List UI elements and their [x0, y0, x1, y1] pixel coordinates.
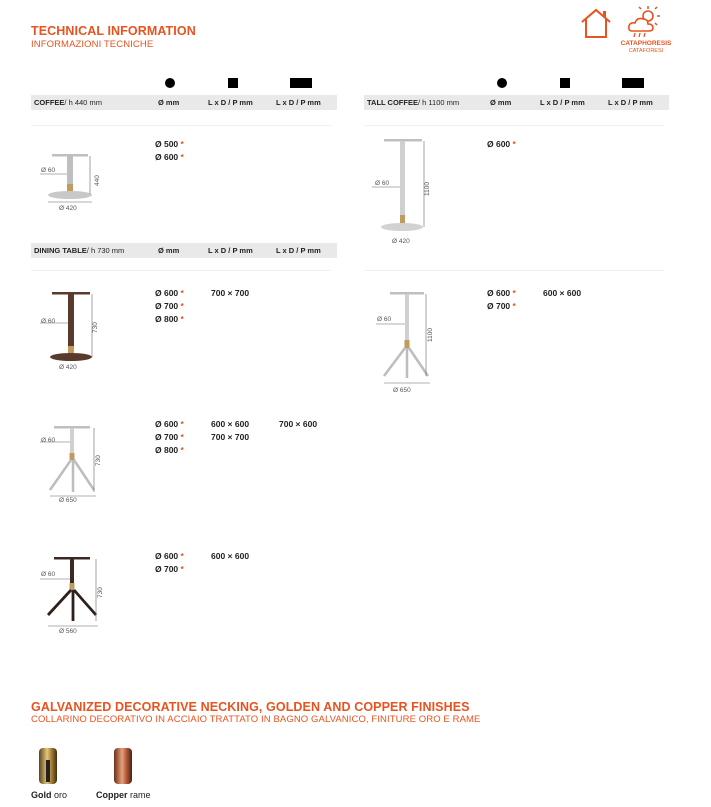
gold-label: Gold oro	[31, 790, 68, 800]
col-rect: L x D / P mm	[608, 98, 653, 107]
dim-top-diameter: Ø 60	[41, 571, 56, 578]
tall-coffee-row2-round-sizes: Ø 600 * Ø 700 *	[487, 288, 516, 311]
dim-base-diameter: Ø 650	[393, 387, 411, 394]
tall-coffee-header-label: TALL COFFEE/ h 1100 mm	[367, 98, 460, 107]
col-square: L x D / P mm	[208, 98, 253, 107]
coffee-round-sizes: Ø 500 * Ø 600 *	[155, 139, 184, 162]
col-rect: L x D / P mm	[276, 98, 321, 107]
page-title: TECHNICAL INFORMATION	[31, 24, 196, 38]
round-top-symbol	[497, 78, 507, 88]
cataphoresis-label: CATAPHORESIS	[620, 40, 672, 47]
tall-coffee-row1-round-sizes: Ø 600 *	[487, 139, 516, 149]
copper-label: Copper rame	[96, 790, 151, 800]
dim-height: 730	[92, 322, 99, 333]
dim-base-diameter: Ø 420	[392, 238, 410, 245]
tall-coffee-base-drawing	[368, 135, 443, 245]
dim-base-diameter: Ø 560	[59, 628, 77, 635]
coffee-header-label: COFFEE/ h 440 mm	[34, 98, 102, 107]
dim-top-diameter: Ø 60	[377, 316, 392, 323]
dining-header-label: DINING TABLE/ h 730 mm	[34, 246, 125, 255]
col-square: L x D / P mm	[540, 98, 585, 107]
col-round: Ø mm	[490, 98, 512, 107]
dining-row1-round-sizes: Ø 600 * Ø 700 * Ø 800 *	[155, 288, 184, 324]
dining-row2-square-sizes: 600 × 600 700 × 700	[211, 419, 250, 442]
rect-top-symbol	[622, 78, 644, 88]
dining-row3-round-sizes: Ø 600 * Ø 700 *	[155, 551, 184, 574]
dim-height: 730	[97, 587, 104, 598]
col-rect: L x D / P mm	[276, 246, 321, 255]
dim-base-diameter: Ø 420	[59, 364, 77, 371]
col-round: Ø mm	[158, 98, 180, 107]
dim-height: 1100	[424, 182, 431, 196]
round-top-symbol	[165, 78, 175, 88]
copper-finish-swatch	[112, 746, 134, 786]
rect-top-symbol	[290, 78, 312, 88]
dim-height: 1100	[427, 328, 434, 342]
col-square: L x D / P mm	[208, 246, 253, 255]
page-subtitle: INFORMAZIONI TECNICHE	[31, 39, 154, 50]
dim-base-diameter: Ø 420	[59, 205, 77, 212]
square-top-symbol	[228, 78, 238, 88]
dim-height: 730	[95, 455, 102, 466]
finishes-title: GALVANIZED DECORATIVE NECKING, GOLDEN AND COPPER FINISHES	[31, 700, 470, 714]
finishes-subtitle: COLLARINO DECORATIVO IN ACCIAIO TRATTATO IN BAGNO GALVANICO, FINITURE ORO E RAME	[31, 714, 481, 725]
tall-coffee-row2-square-sizes: 600 × 600	[543, 288, 582, 298]
dining-row2-round-sizes: Ø 600 * Ø 700 * Ø 800 *	[155, 419, 184, 455]
square-top-symbol	[560, 78, 570, 88]
dim-top-diameter: Ø 60	[41, 437, 56, 444]
cataforesi-label: CATAFORESI	[628, 48, 664, 54]
outdoor-weather-icon	[626, 5, 662, 39]
dining-row3-square-sizes: 600 × 600	[211, 551, 250, 561]
gold-finish-swatch	[37, 746, 59, 786]
dining-row2-rect-sizes: 700 × 600	[279, 419, 318, 429]
col-round: Ø mm	[158, 246, 180, 255]
dim-top-diameter: Ø 60	[41, 167, 56, 174]
dim-base-diameter: Ø 650	[59, 497, 77, 504]
dim-top-diameter: Ø 60	[375, 180, 390, 187]
indoor-home-icon	[579, 6, 613, 40]
tall-coffee-base-drawing-2	[372, 288, 447, 388]
dim-height: 440	[94, 175, 101, 186]
dim-top-diameter: Ø 60	[41, 318, 56, 325]
dining-row1-square-sizes: 700 × 700	[211, 288, 250, 298]
